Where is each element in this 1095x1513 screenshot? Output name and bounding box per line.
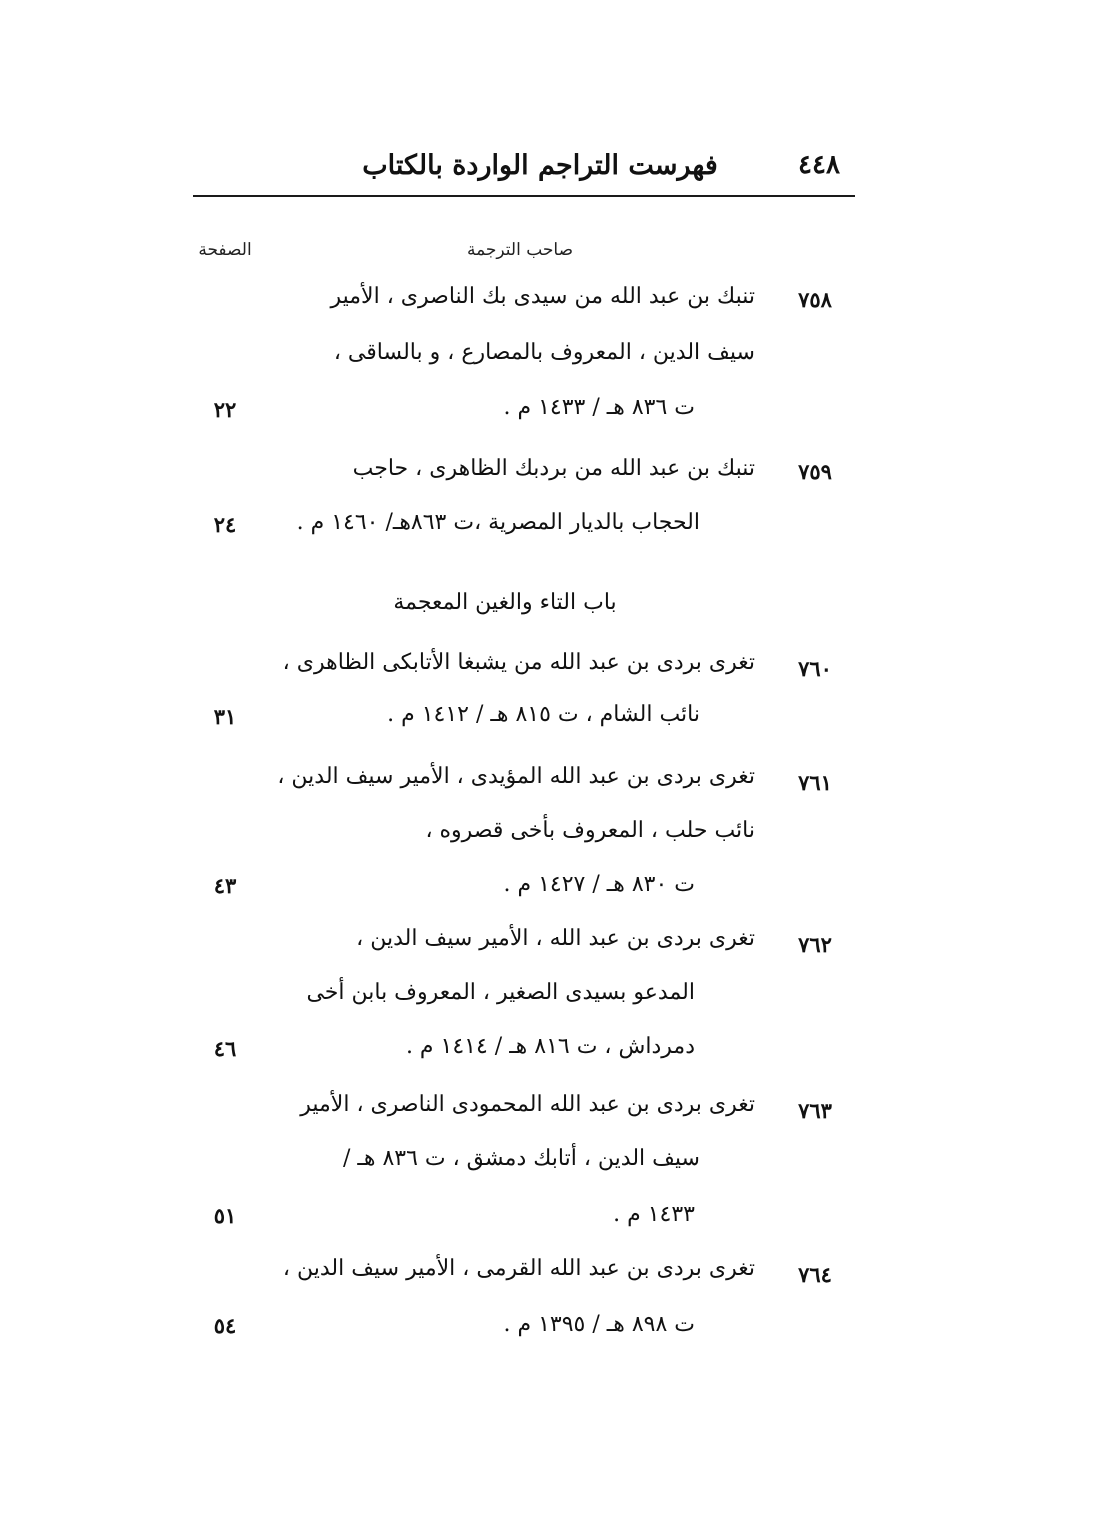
entry-number: ٧٥٨ [798,287,832,312]
entry-number: ٧٥٩ [798,459,832,484]
entry-line: تغرى بردى بن عبد الله المؤيدى ، الأمير سيف الدين ، [277,764,755,789]
entry-line: ت ٨٣٦ هـ / ١٤٣٣ م . [503,395,695,420]
section-heading: باب التاء والغين المعجمة [393,590,617,615]
entry-line: تنبك بن عبد الله من بردبك الظاهرى ، حاجب [352,456,755,481]
page-title: فهرست التراجم الواردة بالكتاب [362,150,718,181]
entry-page: ٥١ [213,1203,237,1228]
entry-page: ٤٦ [213,1036,237,1061]
entry-line: ١٤٣٣ م . [613,1202,695,1227]
entry-number: ٧٦٤ [798,1262,832,1287]
entry-line: سيف الدين ، أتابك دمشق ، ت ٨٣٦ هـ / [342,1146,700,1171]
entry-line: سيف الدين ، المعروف بالمصارع ، و بالساقى ، [333,340,755,365]
entry-line: ت ٨٣٠ هـ / ١٤٢٧ م . [503,872,695,897]
entry-page: ٢٢ [213,397,237,422]
entry-line: نائب حلب ، المعروف بأخى قصروه ، [425,818,755,843]
entry-page: ٤٣ [213,873,237,898]
entry-line: الحجاب بالديار المصرية ،ت ٨٦٣هـ/ ١٤٦٠ م . [296,510,700,535]
header-divider [193,195,855,197]
entry-page: ٣١ [213,704,237,729]
entry-line: تغرى بردى بن عبد الله من يشبغا الأتابكى الظاهرى ، [282,650,755,675]
entry-number: ٧٦٣ [798,1098,832,1123]
entry-line: نائب الشام ، ت ٨١٥ هـ / ١٤١٢ م . [387,702,700,727]
entry-number: ٧٦١ [798,770,832,795]
entry-line: المدعو بسيدى الصغير ، المعروف بابن أخى [306,980,695,1005]
column-heading-page: الصفحة [198,240,252,260]
page-number: ٤٤٨ [798,150,840,180]
entry-line: دمرداش ، ت ٨١٦ هـ / ١٤١٤ م . [405,1034,695,1059]
entry-number: ٧٦٢ [798,932,832,957]
entry-line: تنبك بن عبد الله من سيدى بك الناصرى ، الأمير [330,284,755,309]
entry-page: ٥٤ [213,1313,237,1338]
entry-line: تغرى بردى بن عبد الله المحمودى الناصرى ، الأمير [300,1092,755,1117]
entry-line: تغرى بردى بن عبد الله ، الأمير سيف الدين ، [356,926,755,951]
entry-line: ت ٨٩٨ هـ / ١٣٩٥ م . [503,1312,695,1337]
entry-line: تغرى بردى بن عبد الله القرمى ، الأمير سيف الدين ، [282,1256,755,1281]
entry-number: ٧٦٠ [798,656,832,681]
column-heading-name: صاحب الترجمة [466,240,574,260]
entry-page: ٢٤ [213,512,237,537]
